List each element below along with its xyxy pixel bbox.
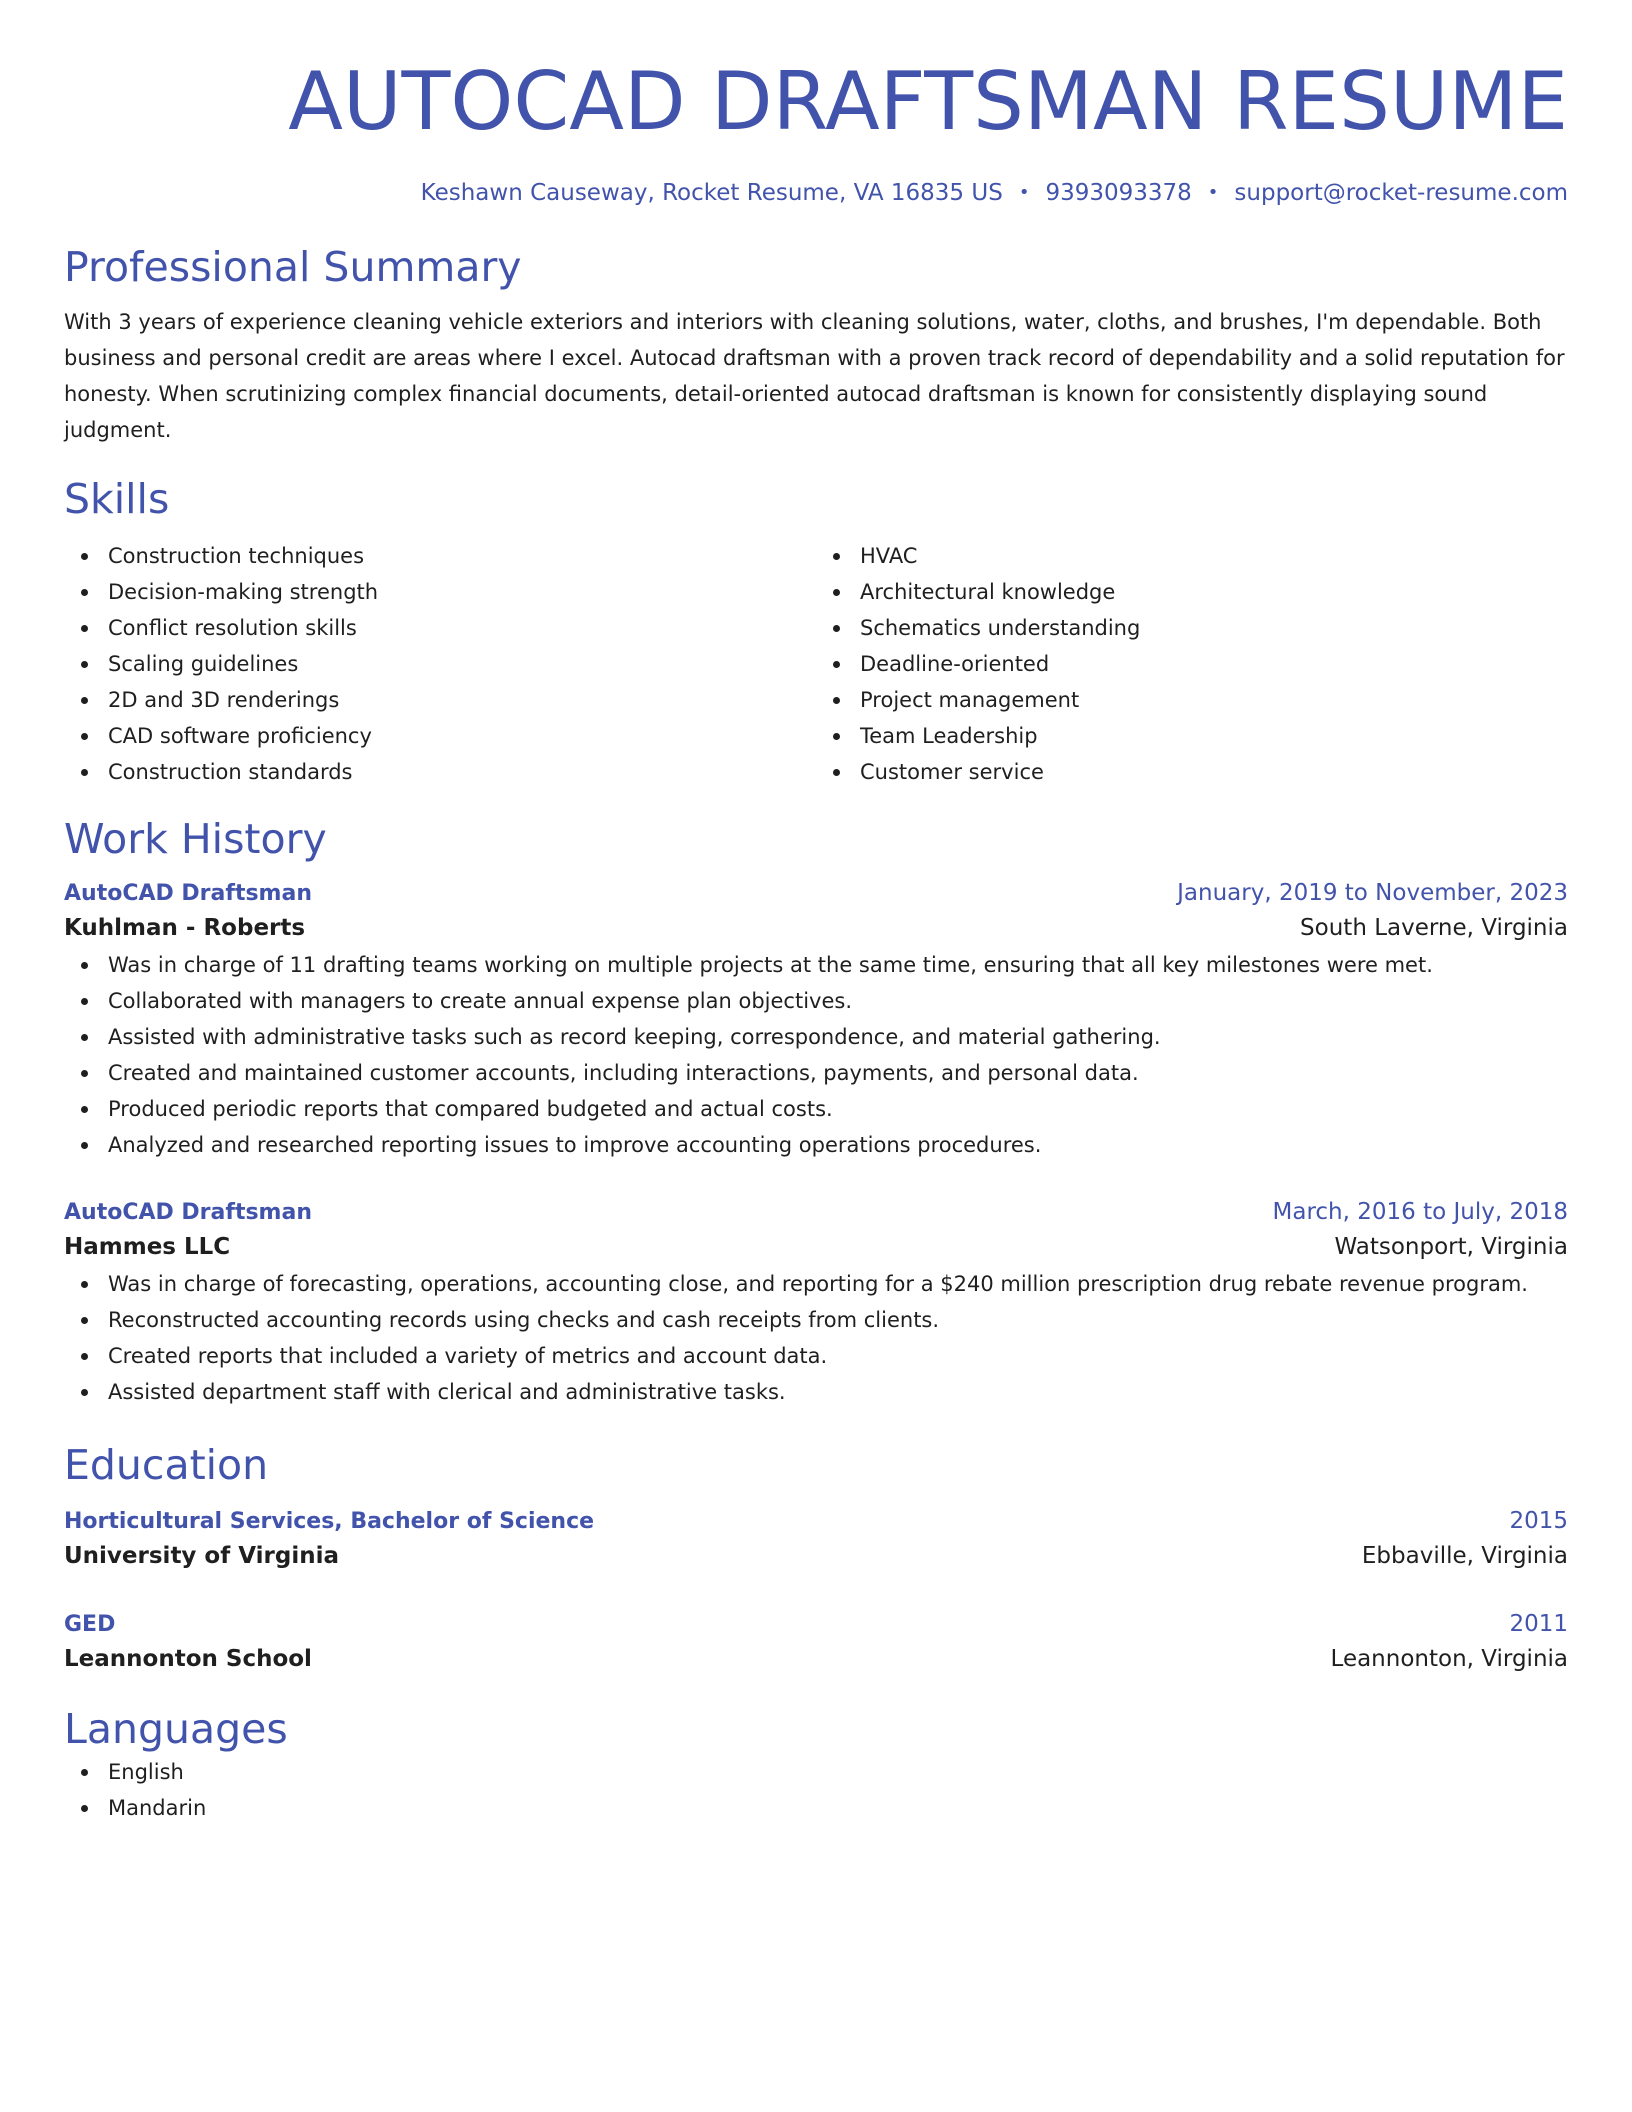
languages-list — [64, 1754, 1568, 1826]
job-dates: January, 2019 to November, 2023 — [1177, 880, 1568, 906]
entry-subheader-row — [64, 1640, 1568, 1678]
education-entry — [64, 1506, 1568, 1575]
education-school: Leannonton School — [64, 1646, 312, 1672]
entry-header-row — [64, 1197, 1568, 1228]
resume-title: AUTOCAD DRAFTSMAN RESUME — [288, 55, 1568, 148]
entry-header-row — [64, 1506, 1568, 1537]
skill-item: Team Leadership — [816, 718, 1568, 754]
education-location: Ebbaville, Virginia — [1361, 1543, 1568, 1569]
work-entry — [64, 878, 1568, 1163]
skills-column-left — [64, 538, 816, 790]
entry-subheader-row — [64, 909, 1568, 947]
education-year: 2015 — [1509, 1508, 1568, 1534]
job-bullet: Was in charge of 11 drafting teams working on multiple projects at the same time, ensuring that all key milestones were met. — [64, 947, 1568, 983]
skill-item: Deadline-oriented — [816, 646, 1568, 682]
summary-heading: Professional Summary — [64, 243, 522, 291]
job-title: AutoCAD Draftsman — [64, 1200, 312, 1225]
languages-heading: Languages — [64, 1705, 288, 1753]
skills-grid — [64, 538, 1568, 790]
skills-heading: Skills — [64, 475, 170, 523]
education-location: Leannonton, Virginia — [1330, 1646, 1568, 1672]
skill-item: 2D and 3D renderings — [64, 682, 816, 718]
skills-column-right — [816, 538, 1568, 790]
language-item: Mandarin — [64, 1790, 1568, 1826]
language-item: English — [64, 1754, 1568, 1790]
skill-item: Construction techniques — [64, 538, 816, 574]
job-bullet: Produced periodic reports that compared budgeted and actual costs. — [64, 1091, 1568, 1127]
entry-subheader-row — [64, 1537, 1568, 1575]
education-degree: Horticultural Services, Bachelor of Science — [64, 1509, 595, 1534]
skill-item: Conflict resolution skills — [64, 610, 816, 646]
skill-item: CAD software proficiency — [64, 718, 816, 754]
work-entry — [64, 1197, 1568, 1410]
job-bullet: Collaborated with managers to create annual expense plan objectives. — [64, 983, 1568, 1019]
job-bullet: Analyzed and researched reporting issues to improve accounting operations procedures. — [64, 1127, 1568, 1163]
contact-email: support@rocket-resume.com — [1234, 180, 1568, 206]
contact-separator: • — [1018, 182, 1030, 203]
work-history-heading: Work History — [64, 815, 327, 863]
job-bullet-list — [64, 1266, 1568, 1410]
job-company: Kuhlman - Roberts — [64, 915, 306, 941]
skill-item: Schematics understanding — [816, 610, 1568, 646]
education-entry — [64, 1609, 1568, 1678]
entry-header-row — [64, 1609, 1568, 1640]
job-bullet: Created reports that included a variety of metrics and account data. — [64, 1338, 1568, 1374]
skill-item: Project management — [816, 682, 1568, 718]
job-company: Hammes LLC — [64, 1234, 231, 1260]
entry-subheader-row — [64, 1228, 1568, 1266]
contact-address: Keshawn Causeway, Rocket Resume, VA 16835 US — [420, 180, 1003, 206]
job-bullet: Created and maintained customer accounts, including interactions, payments, and personal data. — [64, 1055, 1568, 1091]
skill-item: Decision-making strength — [64, 574, 816, 610]
contact-phone: 9393093378 — [1045, 180, 1192, 206]
job-bullet: Assisted with administrative tasks such as record keeping, correspondence, and material gathering. — [64, 1019, 1568, 1055]
job-location: Watsonport, Virginia — [1334, 1234, 1568, 1260]
entry-header-row — [64, 878, 1568, 909]
contact-separator: • — [1207, 182, 1219, 203]
job-title: AutoCAD Draftsman — [64, 881, 312, 906]
skill-item: HVAC — [816, 538, 1568, 574]
skill-item: Construction standards — [64, 754, 816, 790]
education-heading: Education — [64, 1441, 269, 1489]
education-degree: GED — [64, 1612, 116, 1637]
contact-line — [64, 178, 1568, 208]
job-bullet: Was in charge of forecasting, operations, accounting close, and reporting for a $240 million prescription drug rebate revenue program. — [64, 1266, 1568, 1302]
job-bullet: Reconstructed accounting records using checks and cash receipts from clients. — [64, 1302, 1568, 1338]
job-dates: March, 2016 to July, 2018 — [1272, 1199, 1568, 1225]
skill-item: Customer service — [816, 754, 1568, 790]
job-bullet-list — [64, 947, 1568, 1163]
education-school: University of Virginia — [64, 1543, 340, 1569]
education-year: 2011 — [1509, 1611, 1568, 1637]
job-location: South Laverne, Virginia — [1300, 915, 1568, 941]
summary-text: With 3 years of experience cleaning vehicle exteriors and interiors with cleaning solutions, water, cloths, and brushes, I'm dependable. Both business and personal credit are areas where I excel. Autocad draftsman with a proven track record of dependability and a solid reputation for honesty. When scrutinizing complex financial documents, detail-oriented autocad draftsman is known for consistently displaying sound judgment. — [64, 310, 1565, 442]
skill-item: Architectural knowledge — [816, 574, 1568, 610]
skill-item: Scaling guidelines — [64, 646, 816, 682]
job-bullet: Assisted department staff with clerical and administrative tasks. — [64, 1374, 1568, 1410]
